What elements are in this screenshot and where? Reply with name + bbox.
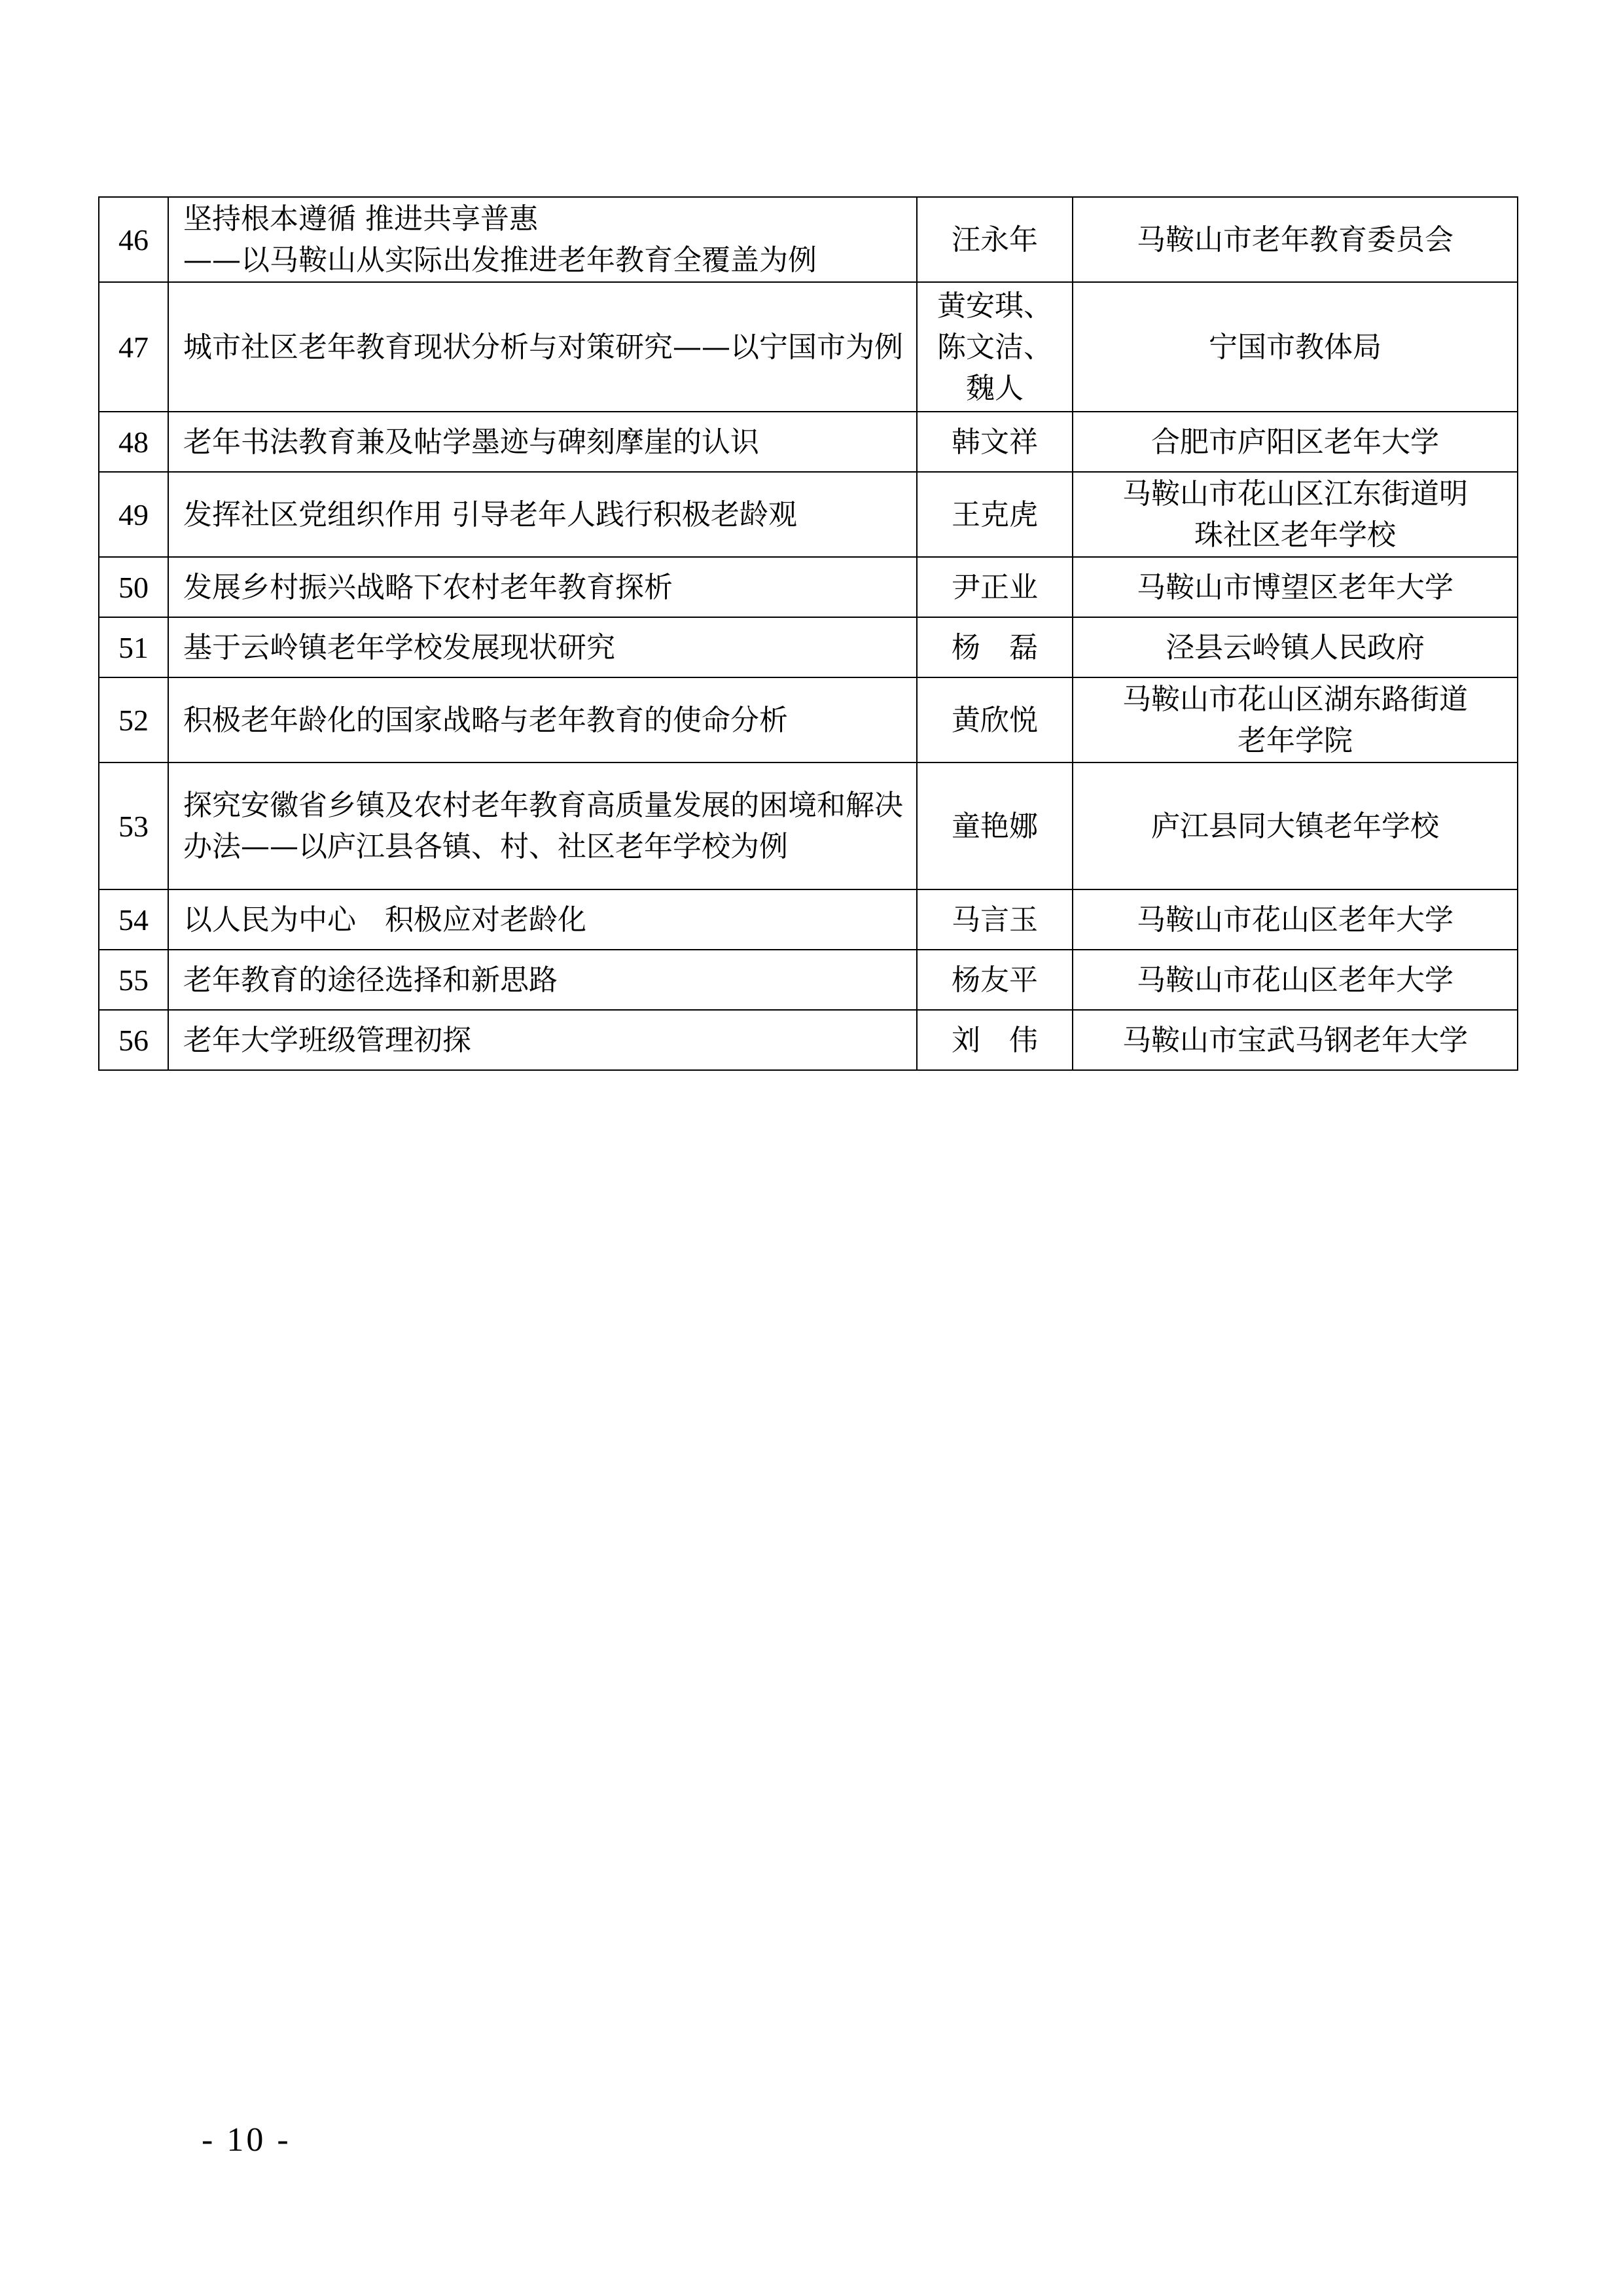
author-name-line: 童艳娜: [952, 809, 1038, 843]
organization-name-line: 合肥市庐阳区老年大学: [1151, 425, 1439, 459]
table-row: [99, 472, 1518, 557]
paper-title-line: 基于云岭镇老年学校发展现状研究: [183, 630, 615, 664]
entry-number: 51: [99, 617, 168, 677]
entry-number: 47: [99, 282, 168, 412]
author-name-line: 陈文洁、: [937, 330, 1052, 364]
author-name: [917, 762, 1073, 889]
organization-name-line: 老年学院: [1238, 724, 1353, 757]
author-name-line: 杨友平: [952, 963, 1038, 997]
author-name: [917, 197, 1073, 282]
entry-number: 54: [99, 889, 168, 950]
author-name-line: 尹正业: [952, 570, 1038, 604]
organization-name: [1073, 889, 1518, 950]
paper-title-line: 积极老年龄化的国家战略与老年教育的使命分析: [183, 703, 788, 737]
organization-name-line: 马鞍山市花山区江东街道明: [1122, 477, 1468, 511]
paper-title: [168, 557, 917, 617]
organization-name: [1073, 950, 1518, 1010]
organization-name: [1073, 472, 1518, 557]
organization-name: [1073, 617, 1518, 677]
paper-title: [168, 677, 917, 762]
author-name-line: 黄欣悦: [952, 703, 1038, 737]
author-name-line: 黄安琪、: [937, 289, 1052, 323]
paper-title-line: 探究安徽省乡镇及农村老年教育高质量发展的困境和解决办法——以庐江县各镇、村、社区老年学校为例: [183, 789, 903, 863]
paper-title: [168, 950, 917, 1010]
organization-name-line: 马鞍山市花山区老年大学: [1137, 963, 1454, 997]
table-row: [99, 197, 1518, 282]
paper-title-line: 老年大学班级管理初探: [183, 1023, 471, 1057]
entry-number: 46: [99, 197, 168, 282]
paper-title: [168, 282, 917, 412]
paper-title-line: 坚持根本遵循 推进共享普惠: [183, 202, 538, 236]
organization-name-line: 珠社区老年学校: [1194, 518, 1396, 552]
author-name: [917, 617, 1073, 677]
paper-title-line: 发展乡村振兴战略下农村老年教育探析: [183, 570, 673, 604]
table-row: [99, 557, 1518, 617]
organization-name: [1073, 677, 1518, 762]
entry-number: 55: [99, 950, 168, 1010]
author-name: [917, 282, 1073, 412]
table-row: [99, 889, 1518, 950]
author-name-line: 马言玉: [952, 903, 1038, 937]
organization-name: [1073, 412, 1518, 472]
paper-title: [168, 412, 917, 472]
organization-name: [1073, 1010, 1518, 1070]
organization-name-line: 泾县云岭镇人民政府: [1166, 630, 1425, 664]
table-row: [99, 950, 1518, 1010]
paper-title: [168, 472, 917, 557]
author-name: [917, 472, 1073, 557]
table-row: [99, 1010, 1518, 1070]
organization-name: [1073, 557, 1518, 617]
paper-title-line: 以人民为中心 积极应对老龄化: [183, 903, 586, 937]
author-name-line: 王克虎: [952, 497, 1038, 531]
table-body: [99, 197, 1518, 1070]
author-name-line: 刘 伟: [952, 1023, 1038, 1057]
paper-title: [168, 617, 917, 677]
author-name-line: 韩文祥: [952, 425, 1038, 459]
organization-name-line: 马鞍山市宝武马钢老年大学: [1122, 1023, 1468, 1057]
organization-name: [1073, 762, 1518, 889]
paper-title-line: 发挥社区党组织作用 引导老年人践行积极老龄观: [183, 497, 797, 531]
entry-number: 53: [99, 762, 168, 889]
entry-number: 49: [99, 472, 168, 557]
table-row: [99, 677, 1518, 762]
author-name: [917, 557, 1073, 617]
paper-title: [168, 889, 917, 950]
organization-name-line: 马鞍山市花山区老年大学: [1137, 903, 1454, 937]
organization-name-line: 马鞍山市老年教育委员会: [1137, 223, 1454, 257]
author-name-line: 杨 磊: [952, 630, 1038, 664]
organization-name-line: 宁国市教体局: [1209, 330, 1382, 364]
paper-title-line: ——以马鞍山从实际出发推进老年教育全覆盖为例: [183, 243, 817, 277]
organization-name-line: 马鞍山市花山区湖东路街道: [1122, 683, 1468, 716]
author-name: [917, 677, 1073, 762]
organization-name: [1073, 197, 1518, 282]
author-name: [917, 889, 1073, 950]
paper-title: [168, 1010, 917, 1070]
table-row: [99, 617, 1518, 677]
paper-title-line: 老年教育的途径选择和新思路: [183, 963, 558, 997]
author-name-line: 汪永年: [952, 223, 1038, 257]
author-name-line: 魏人: [966, 371, 1024, 405]
author-name: [917, 950, 1073, 1010]
table-row: [99, 282, 1518, 412]
paper-title: [168, 762, 917, 889]
author-name: [917, 412, 1073, 472]
paper-title-line: 老年书法教育兼及帖学墨迹与碑刻摩崖的认识: [183, 425, 759, 459]
table-row: [99, 762, 1518, 889]
organization-name: [1073, 282, 1518, 412]
author-name: [917, 1010, 1073, 1070]
page-number: - 10 -: [202, 2121, 291, 2159]
entry-number: 50: [99, 557, 168, 617]
table-row: [99, 412, 1518, 472]
organization-name-line: 马鞍山市博望区老年大学: [1137, 570, 1454, 604]
organization-name-line: 庐江县同大镇老年学校: [1151, 809, 1439, 843]
paper-title-line: 城市社区老年教育现状分析与对策研究——以宁国市为例: [183, 330, 903, 364]
paper-title: [168, 197, 917, 282]
entry-number: 52: [99, 677, 168, 762]
entry-number: 48: [99, 412, 168, 472]
entry-number: 56: [99, 1010, 168, 1070]
awards-list-table: [98, 196, 1518, 1071]
